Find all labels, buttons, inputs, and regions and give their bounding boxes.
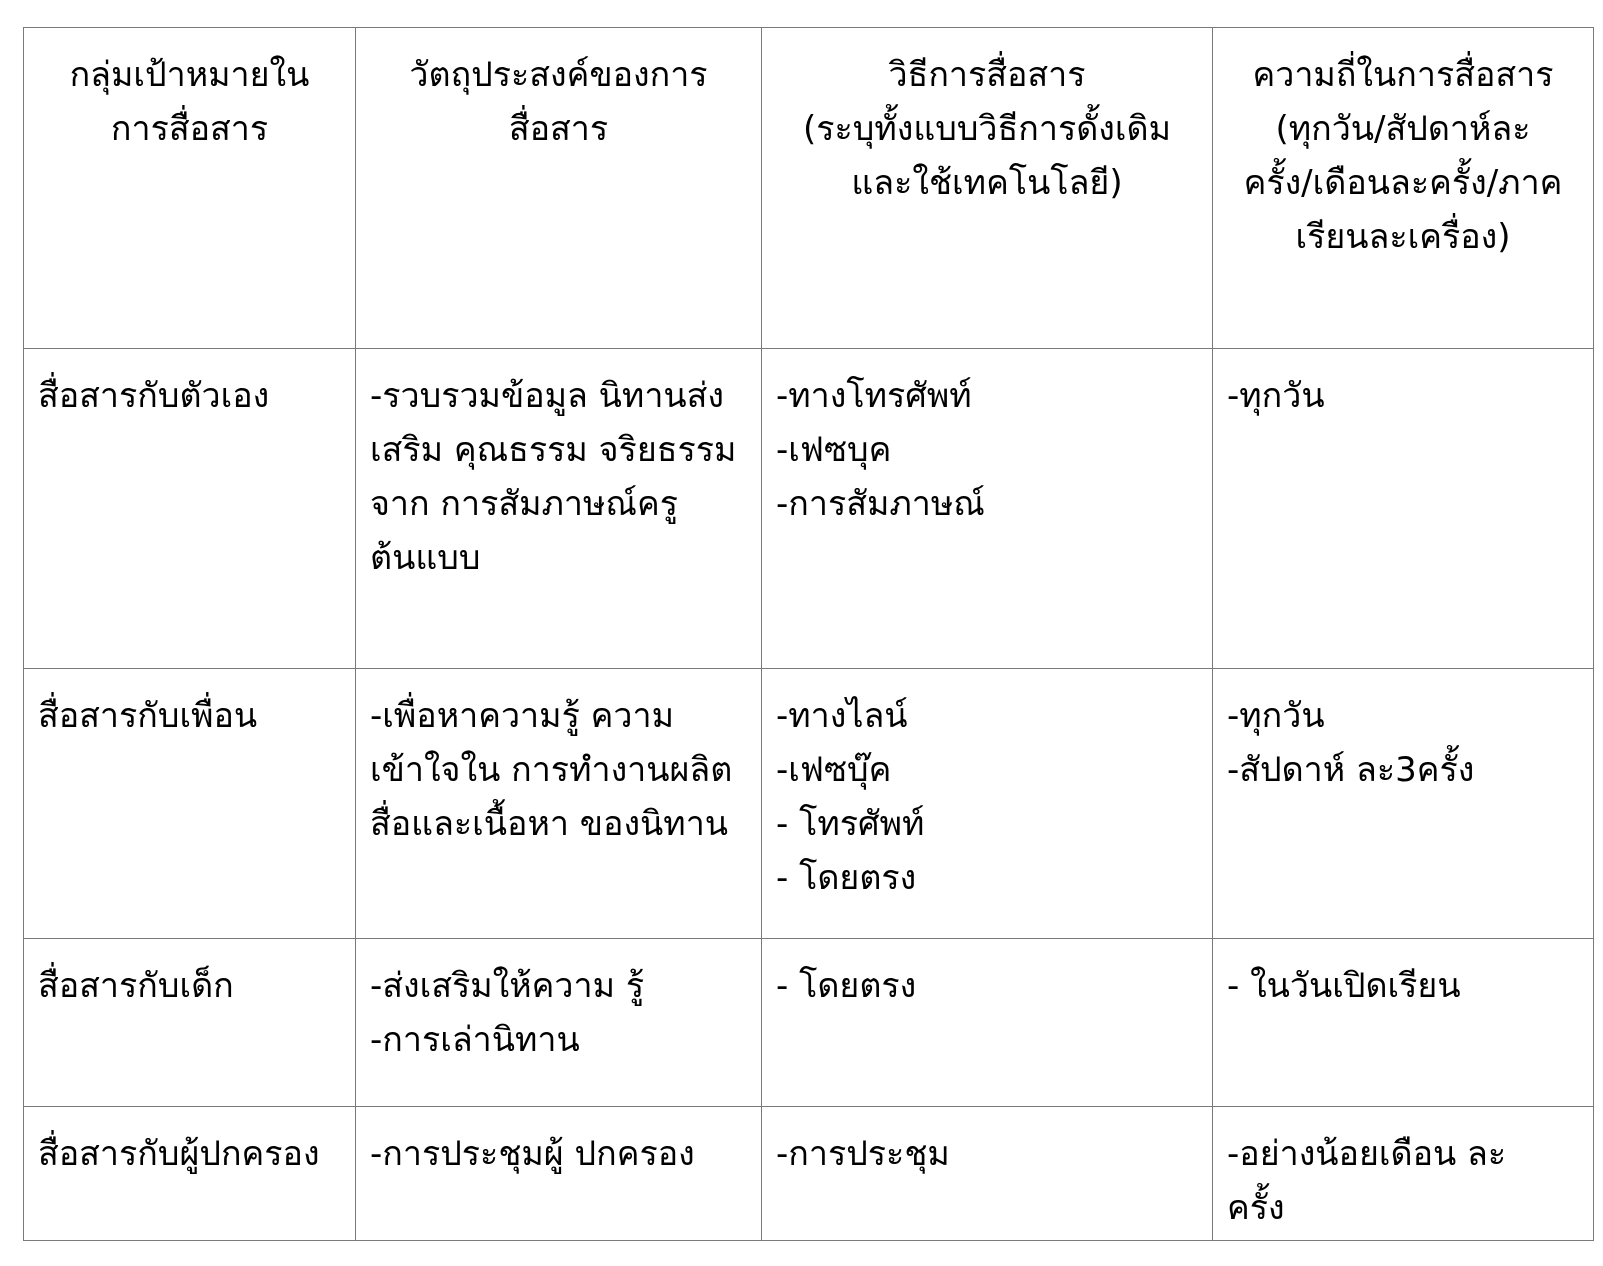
header-line: การสื่อสาร bbox=[110, 109, 269, 149]
method-line: - โดยตรง bbox=[776, 858, 917, 898]
method-line: -เฟซบุค bbox=[776, 430, 892, 470]
target-cell bbox=[24, 669, 356, 939]
header-line: ครั้ง/เดือนละครั้ง/ภาค bbox=[1243, 163, 1563, 203]
table-row bbox=[24, 349, 1594, 669]
header-target-group bbox=[24, 28, 356, 349]
method-line: - โดยตรง bbox=[776, 966, 917, 1006]
frequency-line: -ทุกวัน bbox=[1227, 376, 1325, 416]
table-row bbox=[24, 939, 1594, 1107]
objective-line: -การเล่านิทาน bbox=[370, 1020, 580, 1060]
target-text: สื่อสารกับเด็ก bbox=[38, 966, 234, 1006]
frequency-cell bbox=[1213, 349, 1594, 669]
frequency-cell bbox=[1213, 939, 1594, 1107]
method-line: -การประชุม bbox=[776, 1134, 950, 1174]
method-cell bbox=[762, 669, 1213, 939]
header-line: (ทุกวัน/สัปดาห์ละ bbox=[1275, 109, 1531, 149]
header-line: (ระบุทั้งแบบวิธีการดั้งเดิม bbox=[802, 109, 1172, 149]
objective-line: -ส่งเสริมให้ความ รู้ bbox=[370, 966, 645, 1006]
target-text: สื่อสารกับตัวเอง bbox=[38, 376, 270, 416]
header-frequency bbox=[1213, 28, 1594, 349]
frequency-line: ครั้ง bbox=[1227, 1188, 1285, 1228]
target-cell bbox=[24, 349, 356, 669]
method-line: -เฟซบุ๊ค bbox=[776, 750, 892, 790]
method-cell bbox=[762, 1107, 1213, 1241]
table-row bbox=[24, 669, 1594, 939]
header-row bbox=[24, 28, 1594, 349]
objective-line: สื่อและเนื้อหา ของนิทาน bbox=[370, 804, 729, 844]
header-line: วัตถุประสงค์ของการ bbox=[409, 55, 708, 95]
frequency-line: -อย่างน้อยเดือน ละ bbox=[1227, 1134, 1507, 1174]
frequency-line: - ในวันเปิดเรียน bbox=[1227, 966, 1461, 1006]
target-text: สื่อสารกับผู้ปกครอง bbox=[38, 1134, 320, 1174]
header-line: และใช้เทคโนโลยี) bbox=[851, 163, 1123, 203]
objective-line: จาก การสัมภาษณ์ครู bbox=[370, 484, 678, 524]
header-line: เรียนละเครื่อง) bbox=[1295, 217, 1511, 257]
method-line: -ทางโทรศัพท์ bbox=[776, 376, 972, 416]
objective-line: เข้าใจใน การทำงานผลิต bbox=[370, 750, 733, 790]
method-line: - โทรศัพท์ bbox=[776, 804, 925, 844]
frequency-cell bbox=[1213, 669, 1594, 939]
table-row bbox=[24, 1107, 1594, 1241]
method-line: -การสัมภาษณ์ bbox=[776, 484, 985, 524]
target-text: สื่อสารกับเพื่อน bbox=[38, 696, 258, 736]
frequency-line: -สัปดาห์ ละ3ครั้ง bbox=[1227, 750, 1475, 790]
objective-line: -รวบรวมข้อมูล นิทานส่ง bbox=[370, 376, 725, 416]
objective-cell bbox=[356, 349, 762, 669]
objective-cell bbox=[356, 939, 762, 1107]
objective-line: -การประชุมผู้ ปกครอง bbox=[370, 1134, 695, 1174]
target-cell bbox=[24, 1107, 356, 1241]
header-line: วิธีการสื่อสาร bbox=[888, 55, 1086, 95]
method-cell bbox=[762, 939, 1213, 1107]
communication-plan-table-wrapper bbox=[23, 27, 1594, 1241]
objective-line: ต้นแบบ bbox=[370, 538, 481, 578]
header-method bbox=[762, 28, 1213, 349]
communication-plan-table bbox=[23, 27, 1594, 1241]
method-cell bbox=[762, 349, 1213, 669]
target-cell bbox=[24, 939, 356, 1107]
frequency-cell bbox=[1213, 1107, 1594, 1241]
objective-cell bbox=[356, 669, 762, 939]
objective-line: เสริม คุณธรรม จริยธรรม bbox=[370, 430, 737, 470]
header-line: ความถี่ในการสื่อสาร bbox=[1252, 55, 1554, 95]
header-line: กลุ่มเป้าหมายใน bbox=[69, 55, 310, 95]
objective-cell bbox=[356, 1107, 762, 1241]
method-line: -ทางไลน์ bbox=[776, 696, 908, 736]
frequency-line: -ทุกวัน bbox=[1227, 696, 1325, 736]
objective-line: -เพื่อหาความรู้ ความ bbox=[370, 696, 674, 736]
header-objective bbox=[356, 28, 762, 349]
header-line: สื่อสาร bbox=[508, 109, 609, 149]
